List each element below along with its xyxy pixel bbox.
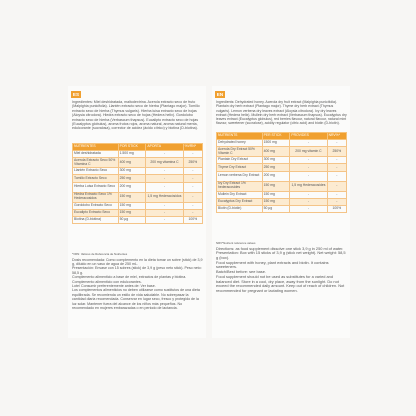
table-cell: - — [290, 157, 327, 164]
table-cell: 1.500 mg — [118, 151, 146, 158]
table-cell: - — [290, 191, 327, 198]
table-cell: 100% — [183, 216, 202, 223]
column-header: APORTA — [146, 144, 183, 151]
usage-text — [216, 242, 347, 294]
table-cell: - — [327, 181, 346, 191]
table-cell: 200 mg vitamin C — [290, 147, 327, 157]
table-row — [73, 192, 203, 202]
table-cell: - — [290, 198, 327, 205]
table-cell: - — [183, 182, 202, 192]
table-cell: - — [290, 164, 327, 171]
table-cell: 250% — [327, 147, 346, 157]
batch-text: Batch/Best before: see base. — [216, 269, 266, 275]
table-row — [217, 164, 347, 171]
table-cell: - — [183, 175, 202, 182]
table-cell: 1,5 mg Hederacosides — [290, 181, 327, 191]
table-cell: - — [183, 151, 202, 158]
table-row — [217, 181, 347, 191]
table-row — [217, 171, 347, 181]
table-cell: - — [146, 168, 183, 175]
batch-text: Lote/ Consumir preferentemente antes de: Ver base. — [72, 284, 156, 289]
table-cell: 150 mg — [118, 202, 146, 209]
table-cell: 1500 mg — [262, 140, 290, 147]
column-header: %VRN* — [183, 144, 202, 151]
table-cell: 400 mg — [262, 147, 290, 157]
table-cell: Plantain Dry Extract — [217, 157, 263, 164]
column-header: PROVIDES — [290, 133, 327, 140]
table-cell: - — [183, 168, 202, 175]
column-header: NUTRIENTS — [217, 133, 263, 140]
table-row — [217, 191, 347, 198]
table-cell: Acerola Extracto Seco 50% Vitamina C — [73, 158, 119, 168]
table-cell: - — [290, 140, 327, 147]
table-cell: 50 μg — [118, 216, 146, 223]
table-cell: Dehydrated honey — [217, 140, 263, 147]
table-cell: Gordolobo Extracto Seco — [73, 202, 119, 209]
table-cell: - — [183, 192, 202, 202]
table-cell: 200 mg vitamina C — [146, 158, 183, 168]
table-cell: - — [146, 209, 183, 216]
table-cell: - — [327, 171, 346, 181]
nutrition-table — [72, 143, 203, 224]
table-cell: Tomillo Extracto Seco — [73, 175, 119, 182]
column-header: NUTRIENTES — [73, 144, 119, 151]
table-row — [217, 147, 347, 157]
table-footnote: NRV*Nutrient reference values — [216, 241, 256, 245]
table-cell: Llantén Extracto Seco — [73, 168, 119, 175]
language-badge: ES — [72, 92, 80, 97]
table-footnote: *VRN: Valores de Referencia de Nutrientes — [72, 252, 128, 256]
table-cell: 400 mg — [118, 158, 146, 168]
table-header-row — [73, 144, 203, 151]
table-cell: Mullein Dry Extract — [217, 191, 263, 198]
table-cell: - — [146, 216, 183, 223]
usage-text — [72, 253, 203, 310]
presentation-text: Presentation: Box with 15 sticks of 3,9 g (stick net weight). Net weight: 58,5 g (box). — [216, 250, 346, 260]
ingredients-text: Ingredientes: Miel deshidratada, maltodextrina. Acerola extracto seco de fruto (Malpighia punicifolia). Llantén extracto seco de hierba (Plantago major). Tomillo extracto seco de hierba (Thymus vulgaris). Hierba luisa extracto seco de hojas (Aloysia citrodora). Hiedra extracto seco de hojas (Hedera helix). Gordolobo extracto seco de hierba (Verbascum thapsus). Eucalipto extracto seco de hojas (Eucalyptus globulus), aroma frutos rojos, aroma natural, aroma natural menta, edulcorante (sucralosa), corrector de acidez (ácido cítrico) y biotina (D-biotina). — [72, 100, 200, 131]
table-cell: 150 mg — [118, 192, 146, 202]
nutrition-table — [216, 132, 347, 213]
table-cell: 300 mg — [118, 168, 146, 175]
directions-text: Directions: as food supplement dissolve one stick 3,9 g in 250 ml of water. — [216, 245, 344, 251]
table-cell: Biotina (D-biotina) — [73, 216, 119, 223]
table-row — [73, 151, 203, 158]
table-cell: 100% — [327, 205, 346, 212]
table-cell: - — [183, 209, 202, 216]
product-description: Food supplement with honey, plant extracts and biotin. It contains sweeteners. — [216, 259, 329, 270]
table-cell: - — [146, 151, 183, 158]
table-cell: 150 mg — [262, 198, 290, 205]
table-cell: - — [327, 157, 346, 164]
table-row — [73, 209, 203, 216]
directions-text: Dosis recomendada: Como complemento en la dieta tomar un sobre (stick) de 3,9 g, diluido en un vaso de agua de 250 mL. — [72, 257, 203, 266]
table-cell: Biotin (D-biotin) — [217, 205, 263, 212]
table-cell: - — [146, 182, 183, 192]
warnings-text: Los complementos alimenticios no deben utilizarse como sustitutos de una dieta equilibrada. Se recomienda un estilo de vida saludable. No sobrepasar la cantidad diaria recomendada. Conservar en lugar seco, fresco y protegido de la luz solar. Mantener fuera del alcance de los niños más pequeños. No recomendado en mujeres embarazadas o en periodo de lactancia. — [72, 288, 200, 311]
table-cell: 150 mg — [118, 209, 146, 216]
table-cell: 1,5 mg Hederacósidos — [146, 192, 183, 202]
table-cell: Thyme Dry Extract — [217, 164, 263, 171]
table-row — [73, 216, 203, 223]
table-cell: - — [327, 164, 346, 171]
label-page-es — [68, 86, 206, 338]
table-row — [73, 182, 203, 192]
table-row — [217, 140, 347, 147]
table-row — [73, 158, 203, 168]
table-row — [73, 202, 203, 209]
table-cell: 250% — [183, 158, 202, 168]
table-cell: 300 mg — [262, 157, 290, 164]
column-header: PER STICK — [262, 133, 290, 140]
table-cell: - — [327, 191, 346, 198]
table-cell: Eucalipto Extracto Seco — [73, 209, 119, 216]
table-cell: 50 μg — [262, 205, 290, 212]
table-cell: - — [146, 175, 183, 182]
table-cell: Eucalyptus Dry Extract — [217, 198, 263, 205]
table-cell: 200 mg — [262, 171, 290, 181]
presentation-text: Presentación: Envase con 15 sobres (stick) de 3,9 g (peso neto stick). Peso neto: 58,5 g. — [72, 266, 202, 275]
table-cell: 150 mg — [262, 191, 290, 198]
table-cell: - — [183, 202, 202, 209]
language-badge: EN — [216, 92, 224, 97]
table-cell: - — [290, 171, 327, 181]
table-cell: Hierba Luisa Extracto Seco — [73, 182, 119, 192]
table-cell: - — [327, 198, 346, 205]
ingredients-text: Ingredients: Dehydrated honey. Acerola dry fruit extract (Malpighia punicifolia). Plantain dry herb extract (Plantago major). Thyme dry herb extract (Thymus vulgaris). Lemon verbena dry leaves extract (Aloysia citrodora). Ivy dry leaves extract (Hedera helix). Mullein dry herb extract (Verbascum thapsus). Eucalyptus dry leaves extract (Eucalyptus globulus), red berries flavour, natural flavour, natural mint flavour, sweetener (sucralose), acidity regulator (citric acid) and biotin (D-biotin). — [216, 100, 347, 126]
column-header: NRV%* — [327, 133, 346, 140]
table-row — [73, 175, 203, 182]
table-cell: - — [146, 202, 183, 209]
table-cell: Hiedra Extracto Seco 1% Hederacosidos — [73, 192, 119, 202]
table-cell: 250 mg — [262, 164, 290, 171]
table-row — [217, 157, 347, 164]
table-header-row — [217, 133, 347, 140]
product-description: Complemento alimenticio a base de miel, extractos de plantas y biotina. Complemento alimenticio con edulcorantes. — [72, 275, 187, 284]
table-row — [73, 168, 203, 175]
table-row — [217, 205, 347, 212]
table-cell: Ivy Dry Extract 1% hederacosides — [217, 181, 263, 191]
table-cell: - — [290, 205, 327, 212]
table-cell: Miel deshidratada — [73, 151, 119, 158]
warnings-text: Food supplement should not be used as substitutes for a varied and balanced diet. Store in a cool, dry place, away from the sunlight. Do not exceed the recommended daily amount. Keep out of reach of children. Not recommended for pregnant or lactating women. — [216, 273, 345, 293]
table-cell: 150 mg — [262, 181, 290, 191]
table-cell: Lemon verbena Dry Extract — [217, 171, 263, 181]
column-header: POR STICK — [118, 144, 146, 151]
table-cell: 250 mg — [118, 175, 146, 182]
table-row — [217, 198, 347, 205]
table-cell: - — [327, 140, 346, 147]
table-cell: 200 mg — [118, 182, 146, 192]
table-cell: Acerola Dry Extract 50% Vitamin C — [217, 147, 263, 157]
label-page-en — [212, 86, 350, 338]
